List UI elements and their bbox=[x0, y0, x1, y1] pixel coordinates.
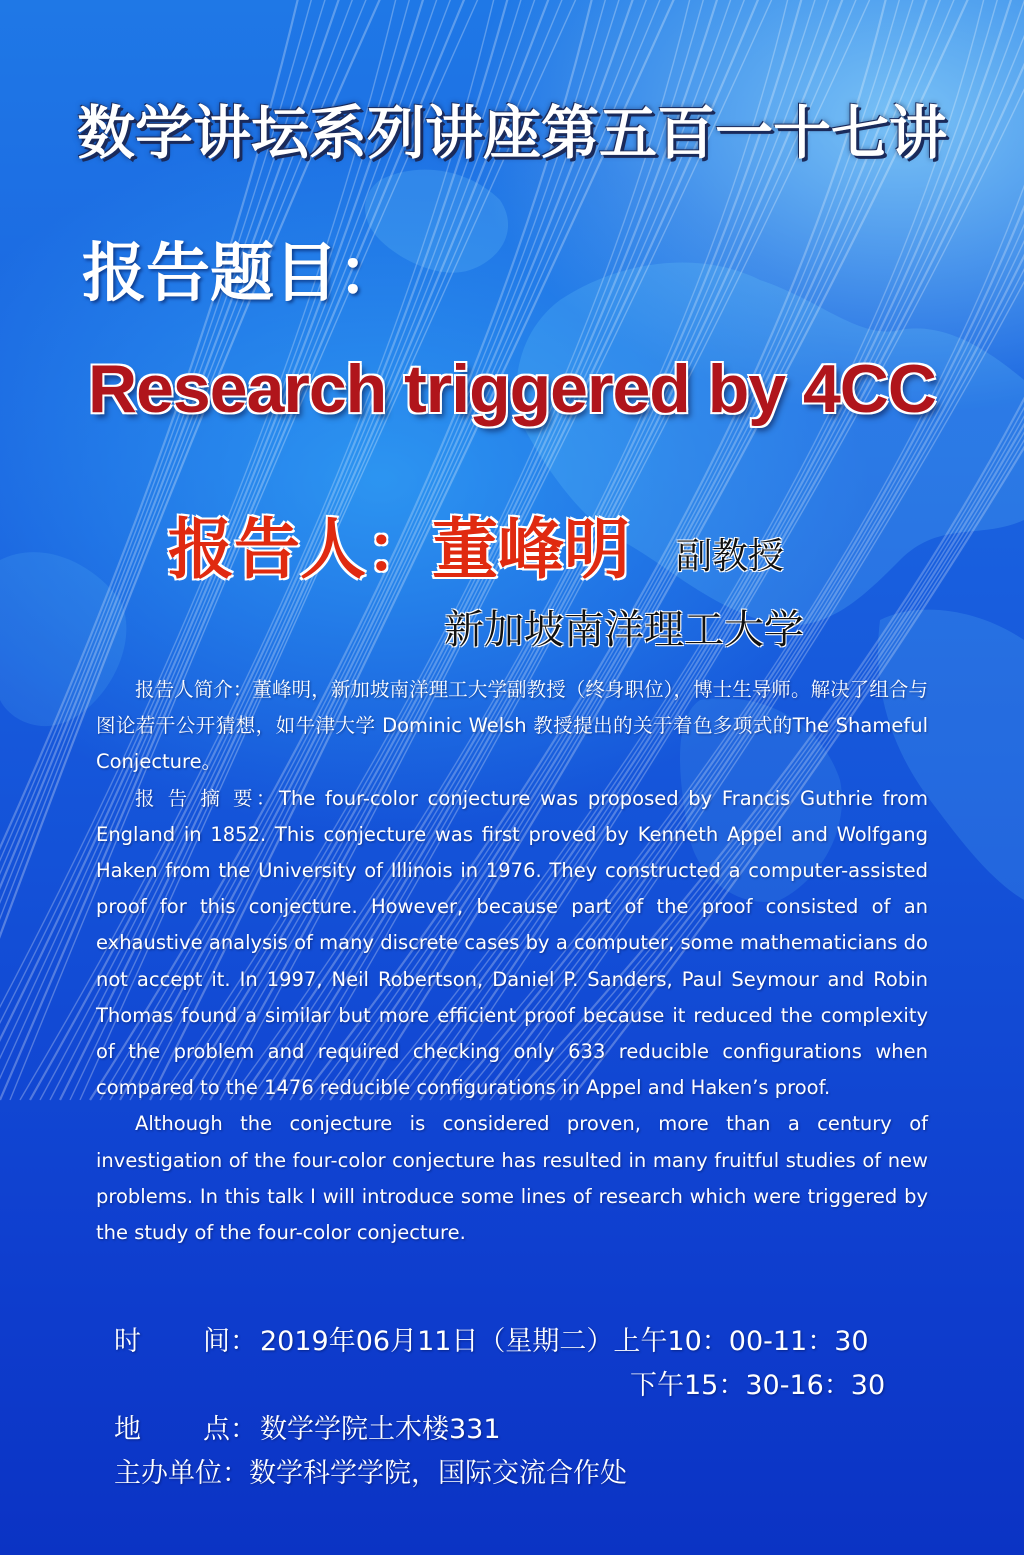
time-value: 2019年06月11日（星期二）上午10：00-11：30 bbox=[260, 1326, 869, 1357]
event-info bbox=[114, 1320, 885, 1496]
place-row bbox=[114, 1408, 885, 1452]
poster-body bbox=[96, 672, 928, 1251]
host-label: 主办单位： bbox=[114, 1458, 249, 1489]
speaker-line bbox=[168, 496, 630, 591]
talk-title: Research triggered by 4CC bbox=[88, 351, 936, 427]
place-value: 数学学院土木楼331 bbox=[260, 1414, 501, 1445]
host-value: 数学科学学院，国际交流合作处 bbox=[249, 1458, 627, 1489]
lecture-series-heading: 数学讲坛系列讲座第五百一十七讲 bbox=[76, 99, 947, 167]
time-row bbox=[114, 1320, 885, 1364]
speaker-bio: 报告人简介：董峰明，新加坡南洋理工大学副教授（终身职位），博士生导师。解决了组合与图论若干公开猜想，如牛津大学 Dominic Welsh 教授提出的关于着色多项式的The Shameful Conjecture。 bbox=[96, 678, 928, 774]
place-label: 地 点： bbox=[114, 1414, 257, 1445]
abstract-paragraph-2: Although the conjecture is considered proven, more than a century of investigation of the four-color conjecture has resulted in many fruitful studies of new problems. In this talk I will introduce some lines of research which were triggered by the study of the four-color conjecture. bbox=[96, 1112, 928, 1245]
host-row bbox=[114, 1452, 885, 1496]
abstract-paragraph-1: 报 告 摘 要：The four-color conjecture was proposed by Francis Guthrie from England in 1852. This conjecture was first proved by Kenneth Appel and Wolfgang Haken from the University of Illinois in 1976. They constructed a computer-assisted proof for this conjecture. However, because part of the proof consisted of an exhaustive analysis of many discrete cases by a computer, some mathematicians do not accept it. In 1997, Neil Robertson, Daniel P. Sanders, Paul Seymour and Robin Thomas found a similar but more efficient proof because it reduced the complexity of the problem and required checking only 633 reducible configurations when compared to the 1476 reducible configurations in Appel and Haken’s proof. bbox=[96, 786, 928, 1100]
time-label: 时 间： bbox=[114, 1326, 257, 1357]
topic-label: 报告题目： bbox=[82, 237, 402, 311]
time-row-2 bbox=[114, 1364, 885, 1408]
speaker-rank: 副教授 bbox=[676, 536, 785, 577]
time-value-2: 下午15：30-16：30 bbox=[630, 1370, 886, 1401]
speaker-label: 报告人： bbox=[168, 510, 432, 588]
speaker-affiliation: 新加坡南洋理工大学 bbox=[444, 607, 804, 653]
speaker-name: 董峰明 bbox=[432, 510, 630, 588]
